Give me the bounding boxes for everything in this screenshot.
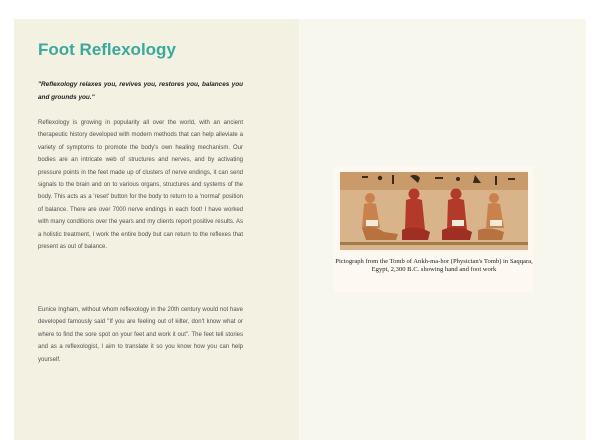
article-paragraph-1: Reflexology is growing in popularity all over the world, with an ancient therapeutic history developed with modern methods that can help alleviate a variety of symptoms to promote the body's own healing mechanism. Our bodies are an intricate web of structures and nerves, and by activating pressure points in the feet made up of clusters of nerve endings, it can send signals to the brain and on to various organs, structures and systems of the body. This acts as a 'reset' button for the body to return to a 'normal' position of balance. There are over 7000 nerve endings in each foot! I have worked with many conditions over the years and my clients report positive results. As a holistic treatment, I work the entire body but can return to the reflexes that present as out of balance. — [38, 120, 243, 251]
egyptian-pictograph-image — [340, 172, 528, 250]
article-paragraph-2: Eunice Ingham, without whom reflexology in the 20th century would not have developed famously said "If you are feeling out of kilter, don't know what or where to find the sore spot on your feet and work it out". The feet tell stories and as a reflexologist, I aim to translate it so you know how you can help yourself. — [38, 307, 243, 363]
figure — [334, 166, 534, 292]
figure-caption: Pictograph from the Tomb of Ankh-ma-hor (Physician's Tomb) in Saqqara, Egypt, 2,300 B.C. showing hand and foot work — [335, 258, 533, 273]
page-title: Foot Reflexology — [38, 40, 176, 59]
intro-quote: "Reflexology relaxes you, revives you, restores you, balances you and grounds you." — [38, 81, 243, 101]
